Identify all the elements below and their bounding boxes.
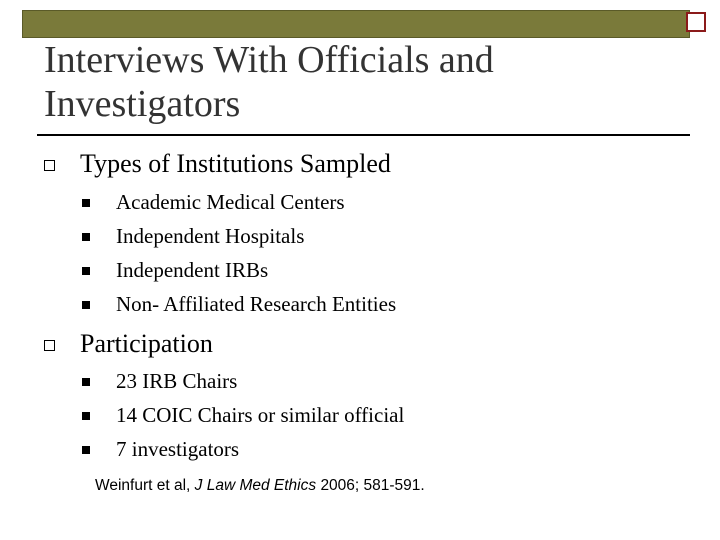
section-heading-participation: Participation xyxy=(80,329,213,358)
list-item: 14 COIC Chairs or similar official xyxy=(116,403,405,427)
citation-authors: Weinfurt et al, xyxy=(95,477,191,494)
corner-square-icon xyxy=(686,12,706,32)
section-heading-institutions: Types of Institutions Sampled xyxy=(80,149,391,178)
list-item: Independent IRBs xyxy=(116,258,269,282)
hollow-square-bullet-icon xyxy=(44,160,55,171)
filled-square-bullet-icon xyxy=(82,199,90,207)
list-item: 23 IRB Chairs xyxy=(116,369,238,393)
title-line-1: Interviews With Officials and xyxy=(44,39,494,81)
list-item: Academic Medical Centers xyxy=(116,190,345,214)
filled-square-bullet-icon xyxy=(82,301,90,309)
slide-title xyxy=(44,38,664,126)
title-line-2: Investigators xyxy=(44,83,241,125)
list-item: Non- Affiliated Research Entities xyxy=(116,292,397,316)
citation xyxy=(95,477,425,495)
filled-square-bullet-icon xyxy=(82,378,90,386)
list-item: 7 investigators xyxy=(116,437,240,461)
list-item: Independent Hospitals xyxy=(116,224,305,248)
citation-journal: J Law Med Ethics xyxy=(194,477,317,494)
title-divider xyxy=(37,134,690,136)
header-bar xyxy=(22,10,690,38)
filled-square-bullet-icon xyxy=(82,412,90,420)
filled-square-bullet-icon xyxy=(82,233,90,241)
citation-details: 2006; 581-591. xyxy=(320,477,425,494)
filled-square-bullet-icon xyxy=(82,446,90,454)
hollow-square-bullet-icon xyxy=(44,340,55,351)
filled-square-bullet-icon xyxy=(82,267,90,275)
